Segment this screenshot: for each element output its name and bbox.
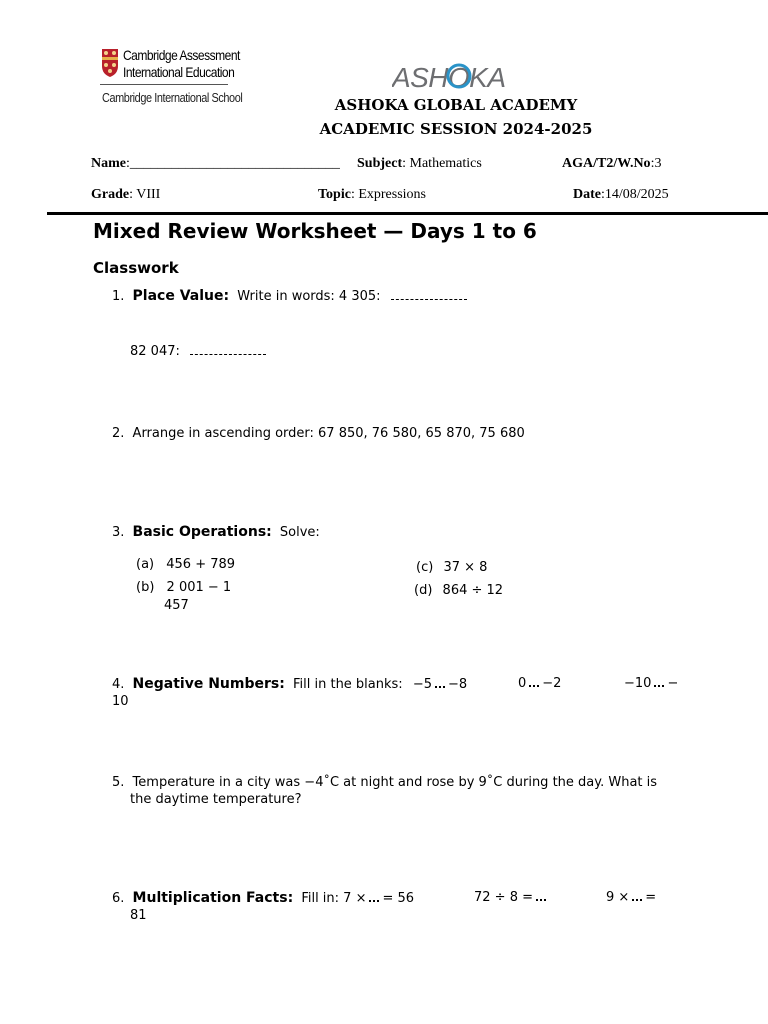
answer-blank[interactable] bbox=[435, 678, 445, 688]
header-divider bbox=[47, 212, 768, 215]
question-text: Temperature in a city was −4˚C at night and rose by 9˚C during the day. What is bbox=[132, 775, 658, 790]
answer-blank[interactable] bbox=[654, 677, 664, 687]
expression-value: −2 bbox=[542, 676, 562, 691]
question-1 bbox=[112, 288, 467, 304]
part-label: (c) bbox=[416, 560, 434, 575]
question-3d bbox=[414, 583, 503, 598]
question-6-part3 bbox=[606, 890, 656, 905]
expression-value: − bbox=[667, 676, 679, 691]
part-expression: 864 ÷ 12 bbox=[442, 583, 504, 598]
part-expression: 2 001 − 1 bbox=[166, 580, 232, 595]
question-number: 1. bbox=[112, 289, 125, 304]
part-expression: 37 × 8 bbox=[443, 560, 488, 575]
question-text: Write in words: 4 305: bbox=[237, 289, 381, 304]
grade-field bbox=[91, 187, 160, 203]
question-label: Multiplication Facts: bbox=[132, 890, 294, 906]
subject-value: : Mathematics bbox=[402, 156, 482, 171]
date-field bbox=[573, 187, 669, 203]
date-label: Date bbox=[573, 187, 601, 202]
cambridge-logo-line2: International Education bbox=[123, 64, 235, 80]
name-field bbox=[91, 156, 340, 172]
answer-blank[interactable] bbox=[190, 344, 266, 355]
part-label: (a) bbox=[136, 557, 155, 572]
question-label: Basic Operations: bbox=[132, 524, 272, 540]
question-6 bbox=[112, 890, 414, 906]
expression-value: = bbox=[645, 890, 657, 905]
expression-value: = 56 bbox=[382, 891, 415, 906]
question-4-part2 bbox=[518, 676, 561, 691]
worksheet-code-label: AGA/T2/W.No bbox=[562, 156, 651, 171]
part-label: (d) bbox=[414, 583, 433, 598]
question-number: 2. bbox=[112, 426, 125, 441]
question-label: Negative Numbers: bbox=[132, 676, 285, 692]
question-text: Arrange in ascending order: 67 850, 76 580, 65 870, 75 680 bbox=[132, 426, 525, 441]
answer-blank[interactable] bbox=[632, 891, 642, 901]
expression-value: −5 bbox=[412, 677, 432, 692]
ashoka-logo-text: ASHOKA bbox=[392, 62, 507, 93]
question-4 bbox=[112, 676, 467, 692]
worksheet-title: Mixed Review Worksheet — Days 1 to 6 bbox=[93, 219, 537, 243]
question-number: 3. bbox=[112, 525, 125, 540]
question-3c bbox=[416, 560, 487, 575]
grade-label: Grade bbox=[91, 187, 130, 202]
question-5 bbox=[112, 775, 657, 790]
question-number: 5. bbox=[112, 775, 125, 790]
answer-blank[interactable] bbox=[529, 677, 539, 687]
question-4-wrap: 10 bbox=[112, 694, 129, 709]
part-label: (b) bbox=[136, 580, 155, 595]
answer-blank[interactable] bbox=[536, 891, 546, 901]
grade-value: : VIII bbox=[129, 187, 161, 202]
section-heading: Classwork bbox=[93, 259, 179, 277]
answer-blank[interactable] bbox=[369, 892, 379, 902]
question-4-part3 bbox=[624, 676, 678, 691]
question-6-wrap: 81 bbox=[130, 908, 147, 923]
topic-field bbox=[318, 187, 426, 203]
cambridge-logo-rule bbox=[100, 84, 228, 85]
topic-value: : Expressions bbox=[350, 187, 427, 202]
cambridge-logo-line1: Cambridge Assessment bbox=[123, 47, 240, 63]
expression-value: 9 × bbox=[606, 890, 630, 905]
cambridge-crest-icon bbox=[101, 48, 119, 78]
subject-label: Subject bbox=[357, 156, 403, 171]
question-text: Fill in: 7 × bbox=[301, 891, 367, 906]
question-3a bbox=[136, 557, 235, 572]
question-3b-wrap: 457 bbox=[164, 598, 189, 613]
question-number: 4. bbox=[112, 677, 125, 692]
worksheet-code-value: :3 bbox=[650, 156, 662, 171]
name-value: :______________________________ bbox=[126, 156, 340, 171]
date-value: :14/08/2025 bbox=[601, 187, 669, 202]
question-text: Fill in the blanks: bbox=[292, 677, 403, 692]
question-5-line2: the daytime temperature? bbox=[130, 792, 302, 807]
worksheet-code-field bbox=[562, 156, 661, 172]
topic-label: Topic bbox=[318, 187, 351, 202]
cambridge-logo-line3: Cambridge International School bbox=[102, 90, 243, 105]
question-number: 6. bbox=[112, 891, 125, 906]
subject-field bbox=[357, 156, 482, 172]
part-expression: 456 + 789 bbox=[166, 557, 236, 572]
expression-value: 0 bbox=[518, 676, 527, 691]
ashoka-logo bbox=[392, 59, 510, 93]
academy-name: ASHOKA GLOBAL ACADEMY bbox=[334, 96, 578, 114]
answer-blank[interactable] bbox=[391, 289, 467, 300]
question-text: Solve: bbox=[279, 525, 320, 540]
expression-value: 72 ÷ 8 = bbox=[474, 890, 533, 905]
question-3b bbox=[136, 580, 231, 595]
academic-session: ACADEMIC SESSION 2024-2025 bbox=[319, 120, 593, 138]
name-label: Name bbox=[91, 156, 126, 171]
question-label: Place Value: bbox=[132, 288, 230, 304]
question-2 bbox=[112, 426, 525, 441]
question-1-sub bbox=[130, 344, 266, 359]
expression-value: −8 bbox=[448, 677, 468, 692]
question-3 bbox=[112, 524, 320, 540]
expression-value: −10 bbox=[624, 676, 652, 691]
question-text: 82 047: bbox=[130, 344, 180, 359]
question-6-part2 bbox=[474, 890, 549, 905]
